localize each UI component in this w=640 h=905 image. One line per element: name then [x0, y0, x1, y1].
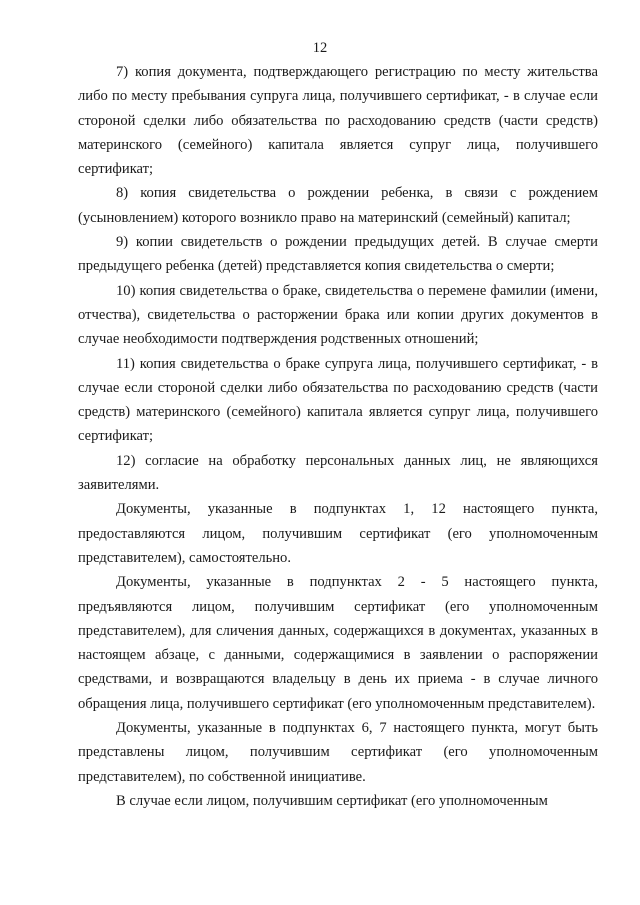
paragraph-item-8: 8) копия свидетельства о рождении ребенка, в связи с рождением (усыновлением) которого возникло право на материнский (семейный) капитал;	[78, 185, 598, 226]
paragraph-item-7: 7) копия документа, подтверждающего регистрацию по месту жительства либо по месту пребывания супруга лица, получившего сертификат, - в случае если стороной сделки либо обязательства по расходованию средств (части средств) материнского (семейного) капитала является супруг лица, получившего сертификат;	[78, 64, 598, 178]
document-body	[78, 60, 598, 813]
paragraph-item-12: 12) согласие на обработку персональных данных лиц, не являющихся заявителями.	[78, 452, 598, 494]
paragraph-item-10: 10) копия свидетельства о браке, свидетельства о перемене фамилии (имени, отчества), свидетельства о расторжении брака или копии других документов в случае необходимости подтверждения родственных отношений;	[78, 282, 598, 348]
paragraph-continued: В случае если лицом, получившим сертификат (его уполномоченным	[116, 792, 548, 809]
paragraph-documents-6-7: Документы, указанные в подпунктах 6, 7 настоящего пункта, могут быть представлены лицом, получившим сертификат (его уполномоченным представителем), по собственной инициативе.	[78, 720, 598, 785]
paragraph-item-9: 9) копии свидетельств о рождении предыдущих детей. В случае смерти предыдущего ребенка (детей) представляется копия свидетельства о смерти;	[78, 234, 598, 275]
page-number: 12	[312, 40, 328, 56]
paragraph-documents-1-12: Документы, указанные в подпунктах 1, 12 настоящего пункта, предоставляются лицом, получившим сертификат (его уполномоченным представителем), самостоятельно.	[78, 501, 598, 566]
paragraph-item-11: 11) копия свидетельства о браке супруга лица, получившего сертификат, - в случае если стороной сделки либо обязательства по расходованию средств (части средств) материнского (семейного) капитала является супруг лица, получившего сертификат;	[78, 355, 598, 445]
paragraph-documents-2-5: Документы, указанные в подпунктах 2 - 5 настоящего пункта, предъявляются лицом, получившим сертификат (его уполномоченным представителем), для сличения данных, содержащихся в документах, указанных в настоящем абзаце, с данными, содержащимися в заявлении о распоряжении средствами, и возвращаются владельцу в день их приема - в случае личного обращения лица, получившего сертификат (его уполномоченным представителем).	[78, 574, 598, 712]
